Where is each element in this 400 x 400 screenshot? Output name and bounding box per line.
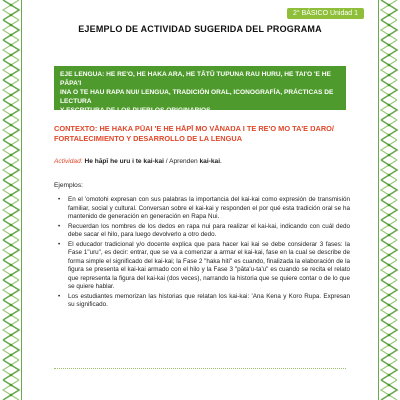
list-item: • En el 'omotohi expresan con sus palabras la importancia del kai-kai como expresión de transmisión familiar, social y cultural. Conversan sobre el kai-kai y responden el por qué esta tradición oral se ha mantenido de generación en generación en Rapa Nui.: [54, 196, 350, 222]
list-item: • Recuerdan los nombres de los dedos en rapa nui para realizar el kai-kai, indicando con cuál dedo debe sacar el hilo, para luego devolverlo a otro dedo.: [54, 223, 350, 240]
actividad-label: Actividad:: [54, 158, 83, 165]
ejemplos-label: Ejemplos:: [54, 182, 83, 189]
divider: [54, 368, 346, 369]
contexto-line-1: CONTEXTO: HE HAKA PŪAI 'E HE HĀPĪ MO VĀNAŊA I TE RE'O MO TA'E ŊARO/: [54, 124, 334, 133]
eje-box: [54, 66, 346, 114]
contexto-line-2: FORTALECIMIENTO Y DESARROLLO DE LA LENGUA: [54, 134, 243, 143]
list-item: • El educador tradicional y/o docente explica que para hacer kai kai se debe considerar 3 fases: la Fase 1"uru", es decir: entrar, que se va a comenzar a armar el kai-kai, fase en la cual se describe de forma simple el significado del kai-kai; la Fase 2 "haka hiti" es cuando, finalizada la elaboración de la figura se presenta el kai-kai armado con el hilo y la Fase 3 "pāta'u-ta'u" es cuando se recita el relato que representa la figura del kai-kai (dos veces), narrando la historia que se quiere contar o de lo que se quiere hablar.: [54, 241, 350, 292]
actividad-separator: / Aprenden: [163, 158, 200, 165]
eje-line-1: EJE LENGUA: HE RE'O, HE HAKA ARA, HE TĀTŪ TUPUNA RAU HURU, HE TAI'O 'E HE PĀPA'I: [60, 71, 331, 87]
eje-line-2: INA O TE HAU RAPA NUI/ LENGUA, TRADICIÓN ORAL, ICONOGRAFÍA, PRÁCTICAS DE LECTURA: [60, 89, 334, 105]
actividad-line: [54, 158, 354, 165]
examples-list: [54, 196, 350, 311]
actividad-title-rapanui: He hāpī he uru i te kai-kai: [84, 158, 164, 165]
actividad-end: .: [220, 158, 222, 165]
contexto-heading: [54, 124, 354, 144]
decorative-border-right: [378, 0, 400, 400]
actividad-title-spanish: kai-kai: [199, 158, 221, 165]
decorative-border-left: [0, 0, 22, 400]
list-item: • Los estudiantes memorizan las historias que relatan los kai-kai: 'Ana Kena y Koro Rupa. Expresan su significado.: [54, 293, 350, 310]
unit-tag: 2° BÁSICO Unidad 1: [287, 8, 364, 19]
eje-line-3: Y ESCRITURA DE LOS PUEBLOS ORIGINARIOS.: [60, 107, 213, 114]
page-title: EJEMPLO DE ACTIVIDAD SUGERIDA DEL PROGRAMA: [78, 24, 322, 34]
